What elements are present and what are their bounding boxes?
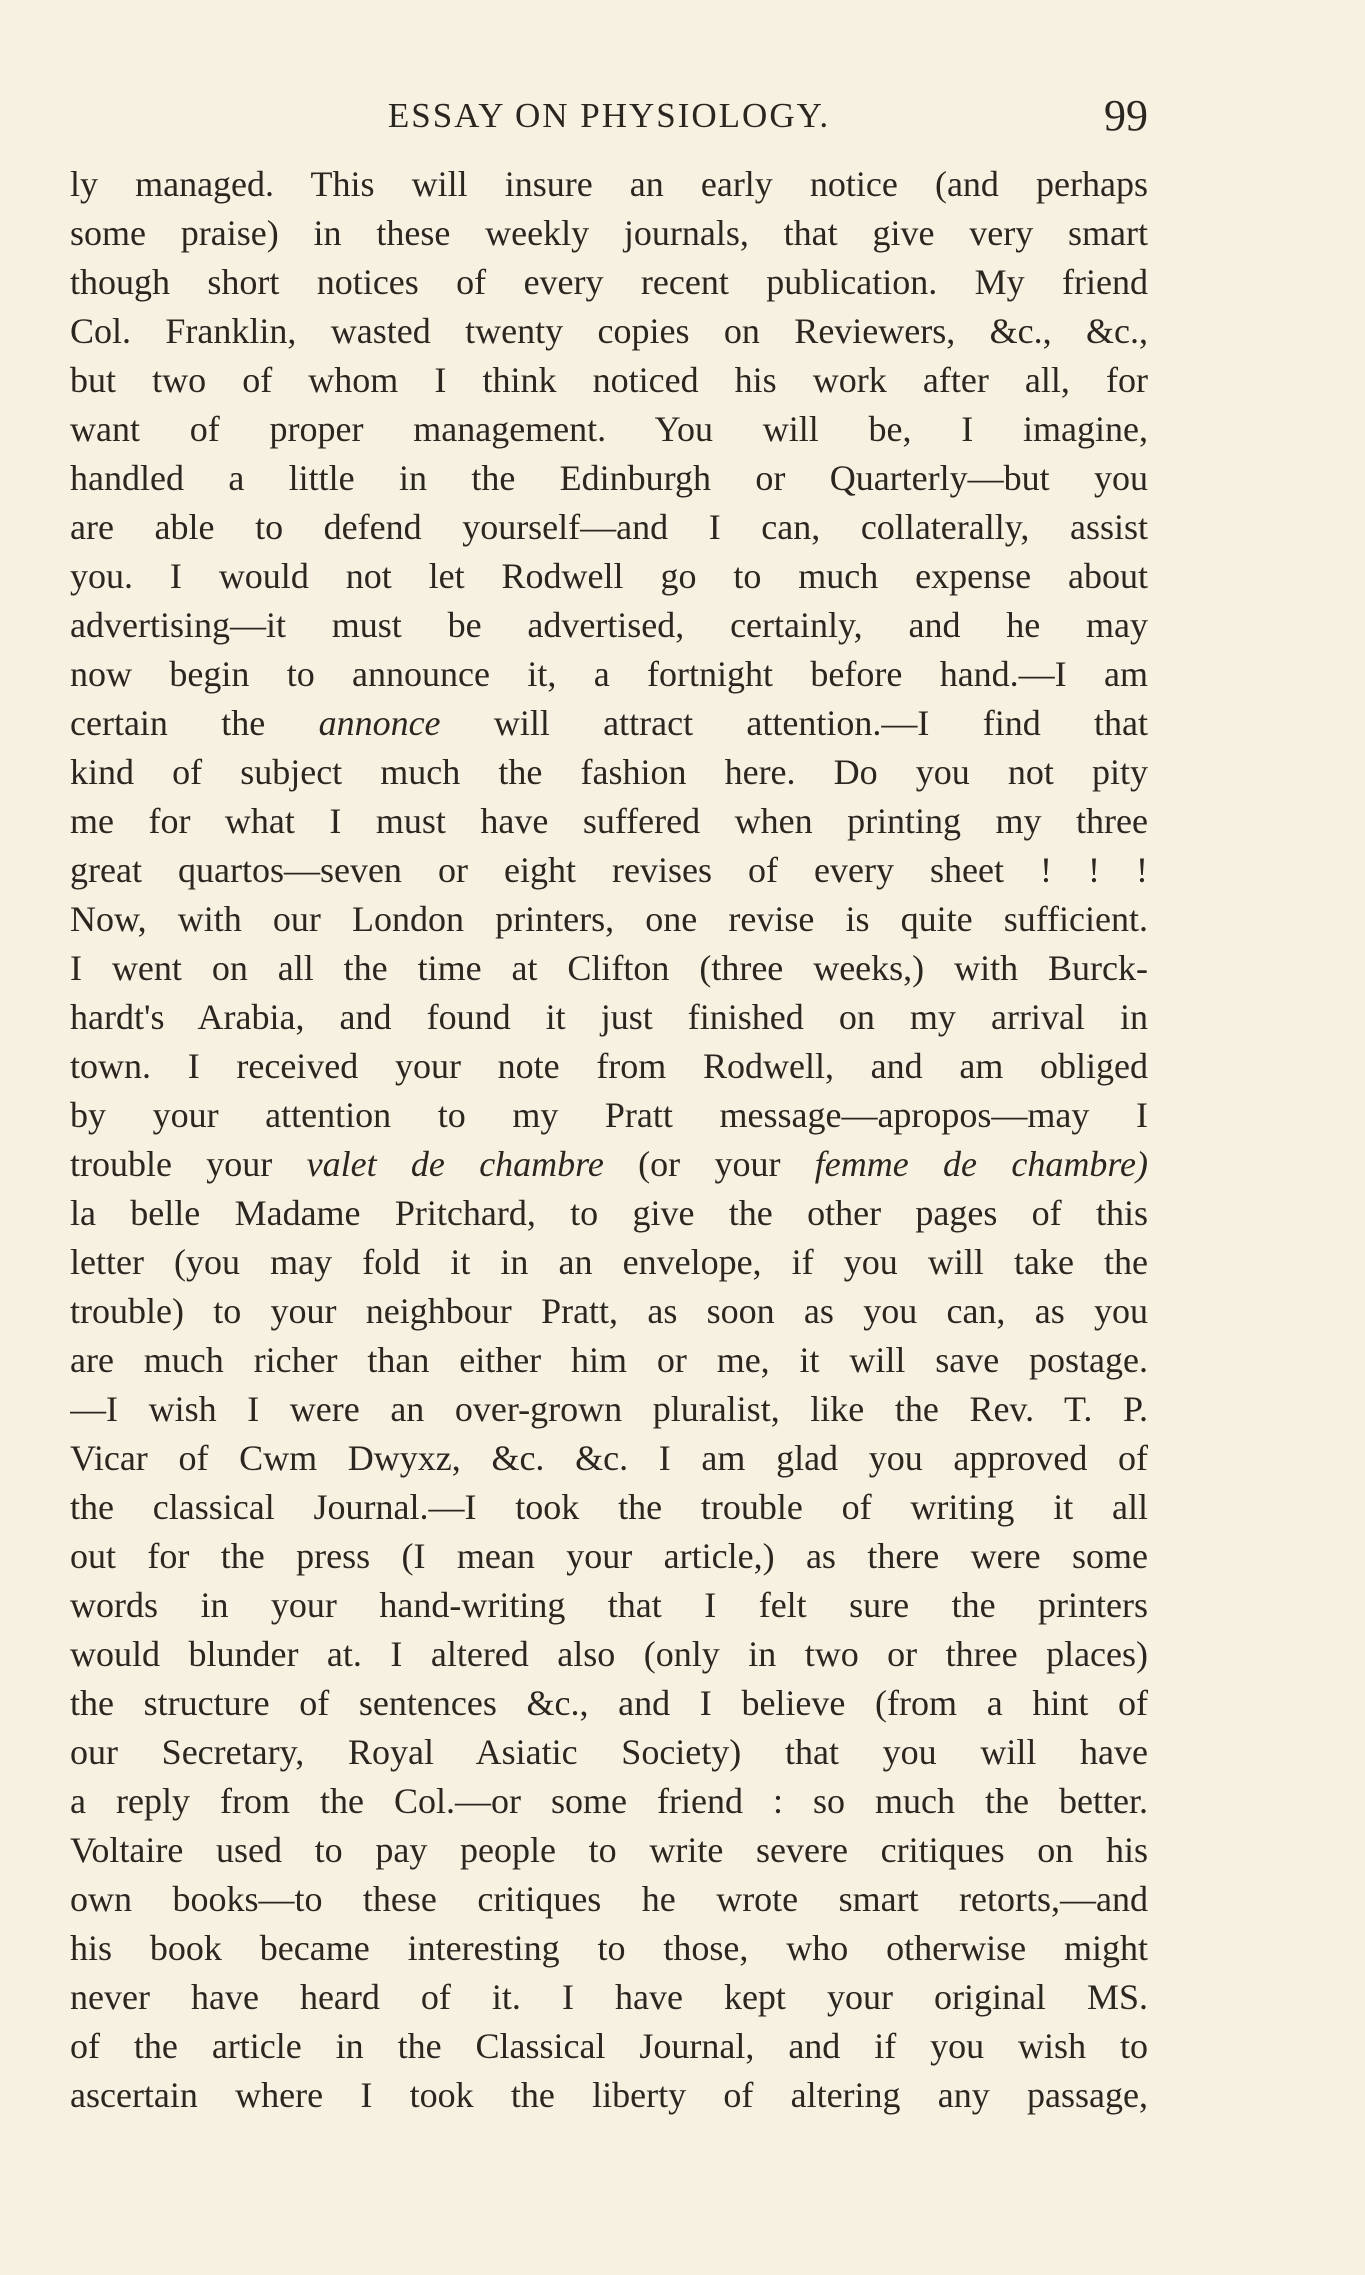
text-line: ly managed. This will insure an early notice (and perhaps [70, 164, 1148, 204]
running-title: ESSAY ON PHYSIOLOGY. [387, 96, 831, 135]
text-line: would blunder at. I altered also (only in two or three places) [70, 1634, 1148, 1674]
text-line: trouble) to your neighbour Pratt, as soon as you can, as you [70, 1291, 1148, 1331]
text-line: Voltaire used to pay people to write severe critiques on his [70, 1830, 1148, 1870]
text-line: his book became interesting to those, who otherwise might [70, 1928, 1148, 1968]
text-line: the classical Journal.—I took the trouble of writing it all [70, 1487, 1148, 1527]
text-line: of the article in the Classical Journal, and if you wish to [70, 2026, 1148, 2066]
text-line: you. I would not let Rodwell go to much expense about [70, 556, 1148, 596]
text-line: never have heard of it. I have kept your original MS. [70, 1977, 1148, 2017]
text-line: by your attention to my Pratt message—apropos—may I [70, 1095, 1148, 1135]
italic-phrase: valet de chambre [306, 1144, 604, 1184]
text-line: are much richer than either him or me, it will save postage. [70, 1340, 1148, 1380]
text-line: town. I received your note from Rodwell, and am obliged [70, 1046, 1148, 1086]
text-line: trouble your valet de chambre (or your femme de chambre) [70, 1144, 1148, 1184]
text-line: I went on all the time at Clifton (three weeks,) with Burck- [70, 948, 1148, 988]
text-line: letter (you may fold it in an envelope, if you will take the [70, 1242, 1148, 1282]
text-line: but two of whom I think noticed his work after all, for [70, 360, 1148, 400]
text-line: the structure of sentences &c., and I believe (from a hint of [70, 1683, 1148, 1723]
page-header [70, 86, 1148, 146]
text-line: la belle Madame Pritchard, to give the other pages of this [70, 1193, 1148, 1233]
italic-phrase: annonce [318, 703, 441, 743]
text-line: great quartos—seven or eight revises of every sheet ! ! ! [70, 850, 1148, 890]
text-line: certain the annonce will attract attention.—I find that [70, 703, 1148, 743]
text-line: —I wish I were an over-grown pluralist, like the Rev. T. P. [70, 1389, 1148, 1429]
text-line: Vicar of Cwm Dwyxz, &c. &c. I am glad you approved of [70, 1438, 1148, 1478]
text-line: handled a little in the Edinburgh or Quarterly—but you [70, 458, 1148, 498]
text-line: our Secretary, Royal Asiatic Society) that you will have [70, 1732, 1148, 1772]
text-line: kind of subject much the fashion here. Do you not pity [70, 752, 1148, 792]
text-line: ascertain where I took the liberty of altering any passage, [70, 2075, 1148, 2115]
text-line: own books—to these critiques he wrote smart retorts,—and [70, 1879, 1148, 1919]
text-line: hardt's Arabia, and found it just finished on my arrival in [70, 997, 1148, 1037]
text-line: out for the press (I mean your article,) as there were some [70, 1536, 1148, 1576]
text-line: now begin to announce it, a fortnight before hand.—I am [70, 654, 1148, 694]
text-line: a reply from the Col.—or some friend : so much the better. [70, 1781, 1148, 1821]
text-line: Now, with our London printers, one revise is quite sufficient. [70, 899, 1148, 939]
text-line: me for what I must have suffered when printing my three [70, 801, 1148, 841]
text-line: some praise) in these weekly journals, that give very smart [70, 213, 1148, 253]
text-line: advertising—it must be advertised, certainly, and he may [70, 605, 1148, 645]
text-line: are able to defend yourself—and I can, collaterally, assist [70, 507, 1148, 547]
text-line: want of proper management. You will be, I imagine, [70, 409, 1148, 449]
text-line: Col. Franklin, wasted twenty copies on Reviewers, &c., &c., [70, 311, 1148, 351]
text-line: words in your hand-writing that I felt sure the printers [70, 1585, 1148, 1625]
page-number: 99 [1104, 91, 1148, 140]
italic-phrase: femme de chambre) [814, 1144, 1148, 1184]
body-text [70, 160, 1148, 2120]
text-line: though short notices of every recent publication. My friend [70, 262, 1148, 302]
